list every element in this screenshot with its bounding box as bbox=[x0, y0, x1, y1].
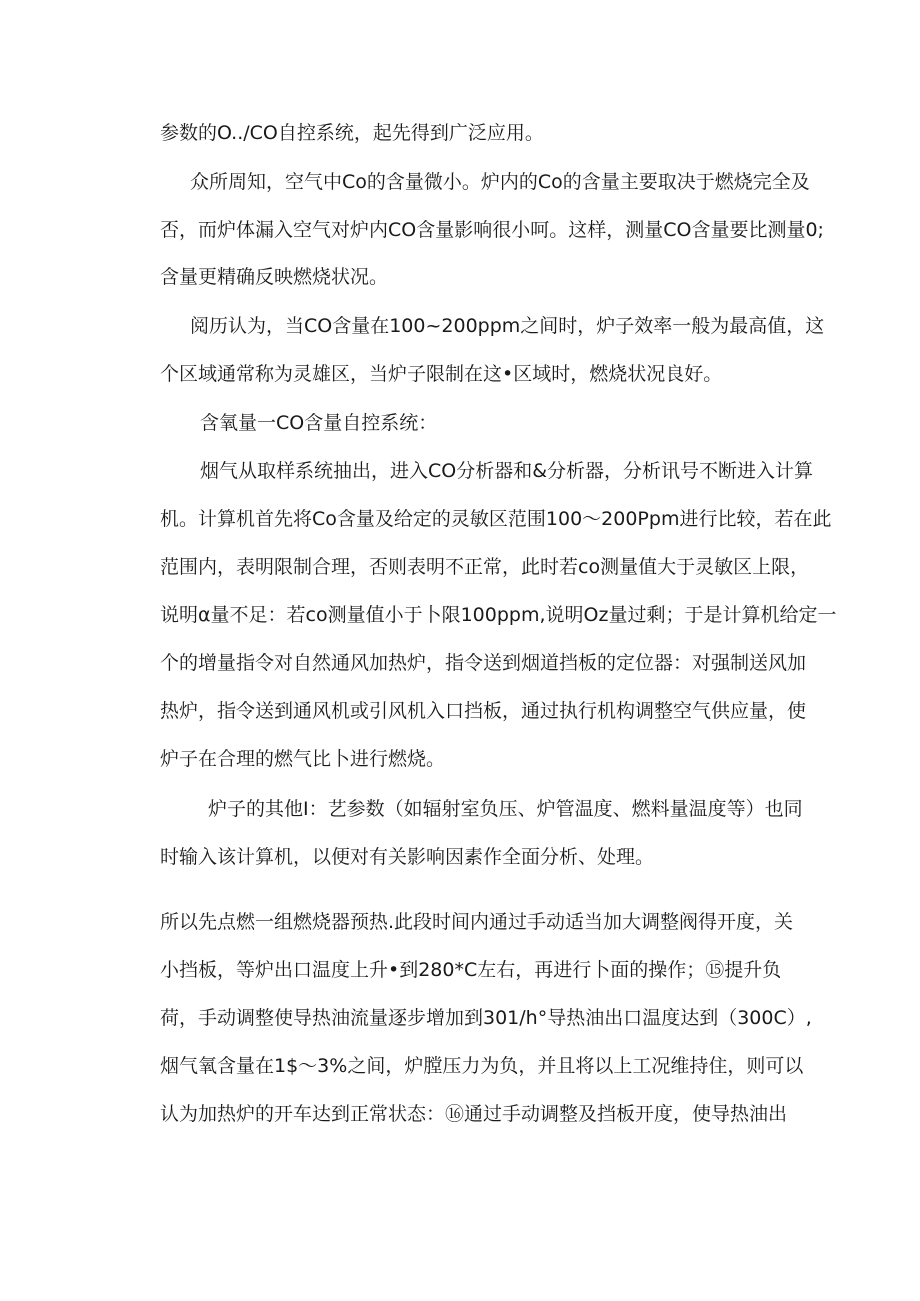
text-line: 阅历认为，当CO含量在100~200ppm之间时，炉子效率一般为最高值，这 bbox=[190, 315, 825, 337]
text-line: 个的增量指令对自然通风加热炉，指令送到烟道挡板的定位器：对强制送风加 bbox=[160, 652, 807, 674]
text-line: 参数的O../CO自控系统，起先得到广泛应用。 bbox=[160, 122, 544, 144]
text-line: 所以先点燃一组燃烧器预热.此段时间内通过手动适当加大调整阀得开度，关 bbox=[160, 911, 794, 933]
section-heading: 含氧量一CO含量自控系统： bbox=[200, 412, 438, 434]
text-line: 机。计算机首先将Co含量及给定的灵敏区范围100〜200Ppm进行比较，若在此 bbox=[160, 508, 832, 530]
text-line: 众所周知，空气中Co的含量微小。炉内的Co的含量主要取决于燃烧完全及 bbox=[190, 171, 810, 193]
text-line: 说明α量不足：若co测量值小于卜限100ppm,说明Oz量过剩；于是计算机给定一 bbox=[160, 604, 837, 626]
text-line: 热炉，指令送到通风机或引风机入口挡板，通过执行机构调整空气供应量，使 bbox=[160, 700, 807, 722]
text-line: 范围内，表明限制合理，否则表明不正常，此时若co测量值大于灵敏区上限， bbox=[160, 556, 810, 578]
text-line: 荷，手动调整使导热油流量逐步增加到301∕h°导热油出口温度达到（300C）, bbox=[160, 1007, 812, 1029]
text-line: 个区域通常称为灵雄区，当炉子限制在这•区域时，燃烧状况良好。 bbox=[160, 363, 723, 385]
text-line: 含量更精确反映燃烧状况。 bbox=[160, 266, 389, 288]
text-line: 烟气氧含量在1$〜3%之间，炉膛压力为负，并且将以上工况维持住，则可以 bbox=[160, 1055, 804, 1077]
text-line: 时输入该计算机，以便对有关影响因素作全面分析、处理。 bbox=[160, 846, 655, 868]
text-line: 炉子在合理的燃气比卜进行燃烧。 bbox=[160, 748, 446, 770]
text-line: 小挡板，等炉出口温度上升•到280*C左右，再进行卜面的操作；⑮提升负 bbox=[160, 959, 782, 981]
text-line: 否，而炉体漏入空气对炉内CO含量影响很小呵。这样，测量CO含量要比测量0; bbox=[160, 219, 824, 241]
text-line: 烟气从取样系统抽出，进入CO分析器和&分析器，分析讯号不断进入计算 bbox=[200, 460, 814, 482]
text-line: 认为加热炉的开车达到正常状态：⑯通过手动调整及挡板开度，使导热油出 bbox=[160, 1103, 788, 1125]
text-line: 炉子的其他I：艺参数（如辐射室负压、炉管温度、燃料量温度等）也同 bbox=[208, 798, 803, 820]
